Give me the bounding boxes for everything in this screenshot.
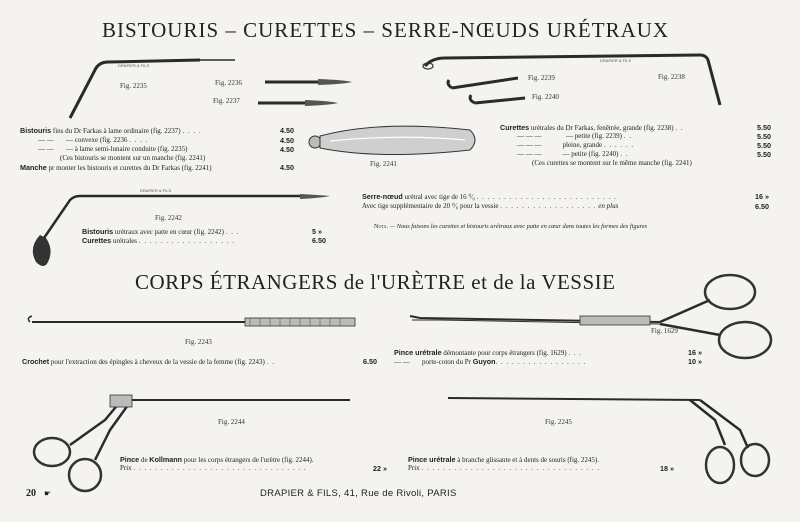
fig-2244-drawing — [34, 395, 350, 491]
kollmann-line-1: Pince de Kollmann pour les corps étrangers de l'urètre (fig. 2244). — [120, 455, 314, 464]
crochet-price: 6.50 — [363, 357, 377, 366]
bistouris-line-4: (Ces bistouris se montent sur un manche (fig. 2241) — [60, 154, 206, 162]
serre-noeud-line-1: Serre-nœud urétral avec tige de 16 ⁰⁄₀ . . . . . . . . . . . . . . . . . . . . . . . . . . — [362, 192, 617, 201]
fig-2235-drawing — [70, 60, 235, 118]
crochet-line: Crochet pour l'extraction des épingles à cheveux de la vessie de la femme (fig. 2243) . . — [22, 357, 275, 366]
section-title-corps-etrangers: CORPS ÉTRANGERS de l'URÈTRE et de la VESSIE — [135, 270, 616, 294]
curettes-uretrales-line: Curettes urétrales . . . . . . . . . . . . . . . . . . — [82, 236, 236, 245]
fig-caption-2238: Fig. 2238 — [658, 73, 685, 81]
bistouris-patte-price: 5 » — [312, 227, 322, 236]
pince-uretrale-price-1: 16 » — [688, 348, 702, 357]
fig-2237-drawing — [258, 100, 338, 106]
pince-uretrale-line-2: — — porte-coton du Pr Guyon. . . . . . . . . . . . . . . . . — [394, 357, 587, 366]
kollmann-price: 22 » — [373, 464, 387, 473]
curettes-uretrales-price: 6.50 — [312, 236, 326, 245]
serre-noeud-price-1: 16 » — [755, 192, 769, 201]
bistouris-price-1: 4.50 — [280, 126, 294, 135]
engraving-2242: DRAPIER & FILS — [140, 188, 172, 193]
curettes-price-1: 5.50 — [757, 123, 771, 132]
fig-caption-2235: Fig. 2235 — [120, 82, 147, 90]
curettes-line-4: — — — — petite (fig. 2240) . . — [517, 150, 629, 158]
pince-glissante-price: 18 » — [660, 464, 674, 473]
curettes-price-2: 5.50 — [757, 132, 771, 141]
curettes-price-3: 5.50 — [757, 141, 771, 150]
pince-glissante-line-2: Prix . . . . . . . . . . . . . . . . . . . . . . . . . . . . . . . . . — [408, 464, 601, 472]
page-number: 20 — [26, 488, 36, 499]
footer-address: DRAPIER & FILS, 41, Rue de Rivoli, PARIS — [260, 488, 457, 499]
fig-caption-2244: Fig. 2244 — [218, 418, 245, 426]
bistouris-line-1: Bistouris fins du Dr Farkas à lame ordinaire (fig. 2237) . . . . — [20, 126, 202, 135]
bistouris-line-3: — — — à lame semi-lunaire conduite (fig. 2235) — [38, 145, 188, 153]
bistouris-price-3: 4.50 — [280, 145, 294, 154]
pince-uretrale-line-1: Pince urétrale démontante pour corps étrangers (fig. 1629) . . . — [394, 348, 583, 357]
fig-2241-drawing — [309, 126, 475, 154]
curettes-line-3: — — — pleine, grande . . . . . . — [517, 141, 635, 149]
serre-noeud-line-2: Avec tige supplémentaire de 20 ⁰⁄₀ pour la vessie . . . . . . . . . . . . . . . . . . en plus — [362, 202, 619, 210]
bistouris-line-2: — — — convexe (fig. 2236 . . . . — [38, 136, 149, 144]
manche-price: 4.50 — [280, 163, 294, 172]
curettes-line-1: Curettes urétrales du Dr Farkas, fenêtrée, grande (fig. 2238) . . — [500, 123, 684, 132]
fig-caption-2241: Fig. 2241 — [370, 160, 397, 168]
fig-2240-drawing — [470, 95, 525, 103]
fig-caption-1629: Fig. 1629 — [651, 327, 678, 335]
fig-caption-2237: Fig. 2237 — [213, 97, 240, 105]
pince-uretrale-price-2: 10 » — [688, 357, 702, 366]
fig-caption-2236: Fig. 2236 — [215, 79, 242, 87]
section-title-bistouris: BISTOURIS – CURETTES – SERRE-NŒUDS URÉTRAUX — [102, 18, 670, 42]
serre-noeud-price-2: 6.50 — [755, 202, 769, 211]
fig-caption-2245: Fig. 2245 — [545, 418, 572, 426]
nota-line: Nota. — Nous faisons les curettes et bistouris urétraux avec patte en cœur dans toutes les formes des figures — [374, 223, 648, 230]
engraving-2238: DRAPIER & FILS — [600, 58, 632, 63]
manche-line: Manche pr monter les bistouris et curettes du Dr Farkas (fig. 2241) — [20, 163, 212, 172]
curettes-line-2: — — — — petite (fig. 2239) . . — [517, 132, 632, 140]
bistouris-patte-line: Bistouris urétraux avec patte en cœur (fig. 2242) . . . — [82, 227, 240, 236]
fig-2236-drawing — [265, 79, 352, 85]
kollmann-line-2: Prix . . . . . . . . . . . . . . . . . . . . . . . . . . . . . . . . — [120, 464, 307, 472]
fig-2243-drawing — [28, 316, 355, 326]
curettes-price-4: 5.50 — [757, 150, 771, 159]
fig-caption-2240: Fig. 2240 — [532, 93, 559, 101]
fig-2239-drawing — [448, 78, 518, 88]
engraving-2235: DRAPIER & FILS — [118, 63, 150, 68]
curettes-line-5: (Ces curettes se montent sur le même manche (fig. 2241) — [532, 159, 692, 167]
pince-glissante-line-1: Pince urétrale à branche glissante et à dents de souris (fig. 2245). — [408, 455, 600, 464]
fig-caption-2239: Fig. 2239 — [528, 74, 555, 82]
fig-caption-2243: Fig. 2243 — [185, 338, 212, 346]
bistouris-price-2: 4.50 — [280, 136, 294, 145]
fig-caption-2242: Fig. 2242 — [155, 214, 182, 222]
hand-pointer-icon: ☛ — [44, 489, 52, 498]
